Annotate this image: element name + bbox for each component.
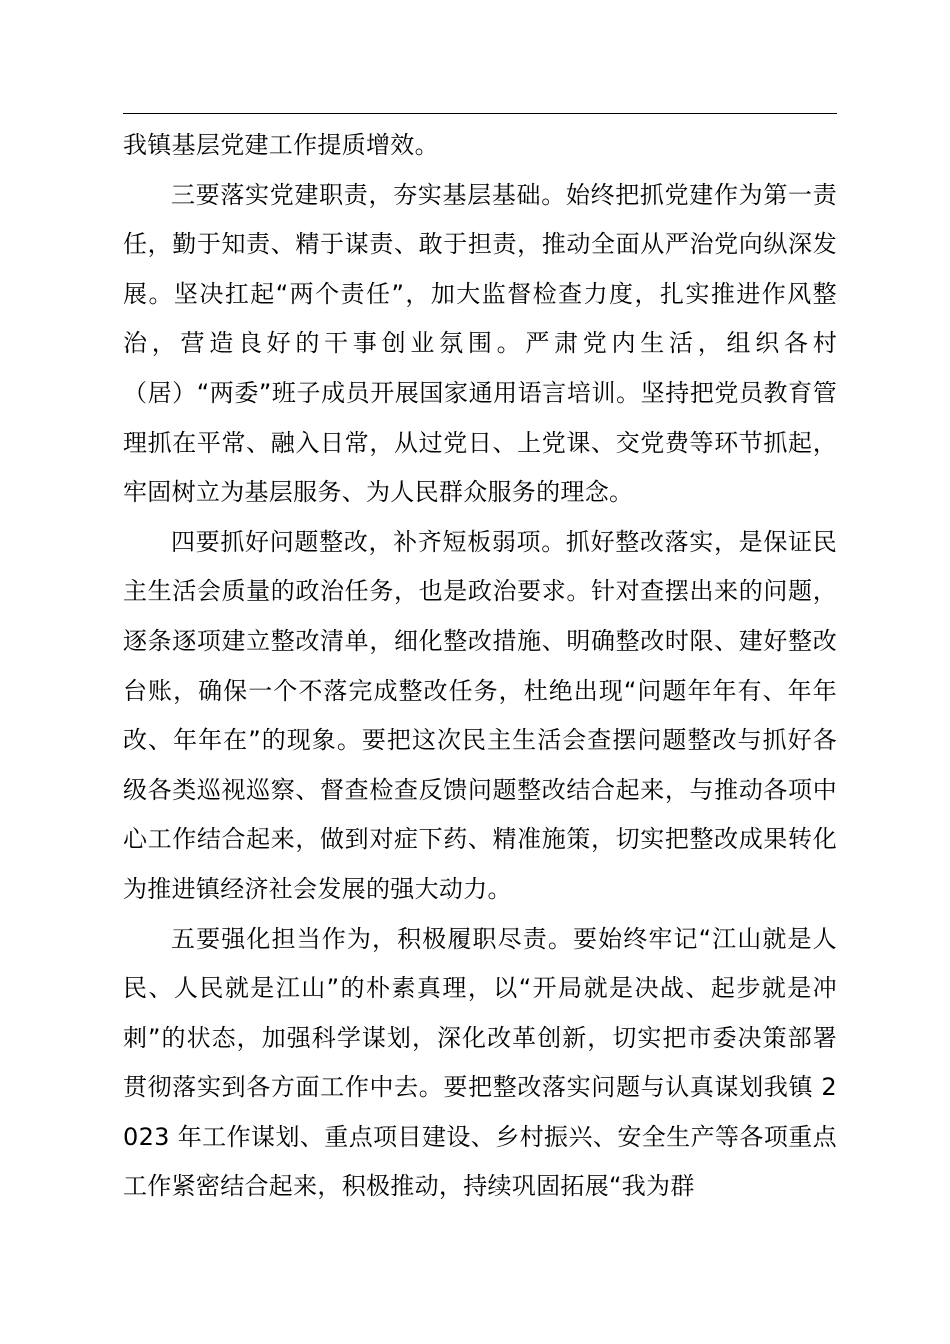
paragraph-take-responsibility: 五要强化担当作为，积极履职尽责。要始终牢记“江山就是人民、人民就是江山”的朴素真理，以“开局就是决战、起步就是冲刺”的状态，加强科学谋划，深化改革创新，切实把市委决策部署贯彻落实到各方面工作中去。要把整改落实问题与认真谋划我镇 2023 年工作谋划、重点项目建设、乡村振兴、安全生产等各项重点工作紧密结合起来，积极推动，持续巩固拓展“我为群 [123,924,837,1201]
document-body [123,121,837,1212]
header-rule [123,113,837,114]
paragraph-continuation: 我镇基层党建工作提质增效。 [123,131,439,159]
paragraph-problem-rectification: 四要抓好问题整改，补齐短板弱项。抓好整改落实，是保证民主生活会质量的政治任务，也是政治要求。针对查摆出来的问题，逐条逐项建立整改清单，细化整改措施、明确整改时限、建好整改台账，确保一个不落完成整改任务，杜绝出现“问题年年有、年年改、年年在”的现象。要把这次民主生活会查摆问题整改与抓好各级各类巡视巡察、督查检查反馈问题整改结合起来，与推动各项中心工作结合起来，做到对症下药、精准施策，切实把整改成果转化为推进镇经济社会发展的强大动力。 [123,527,837,903]
paragraph-party-building-duties: 三要落实党建职责，夯实基层基础。始终把抓党建作为第一责任，勤于知责、精于谋责、敢于担责，推动全面从严治党向纵深发展。坚决扛起“两个责任”，加大监督检查力度，扎实推进作风整治，营造良好的干事创业氛围。严肃党内生活，组织各村（居）“两委”班子成员开展国家通用语言培训。坚持把党员教育管理抓在平常、融入日常，从过党日、上党课、交党费等环节抓起，牢固树立为基层服务、为人民群众服务的理念。 [123,180,837,507]
